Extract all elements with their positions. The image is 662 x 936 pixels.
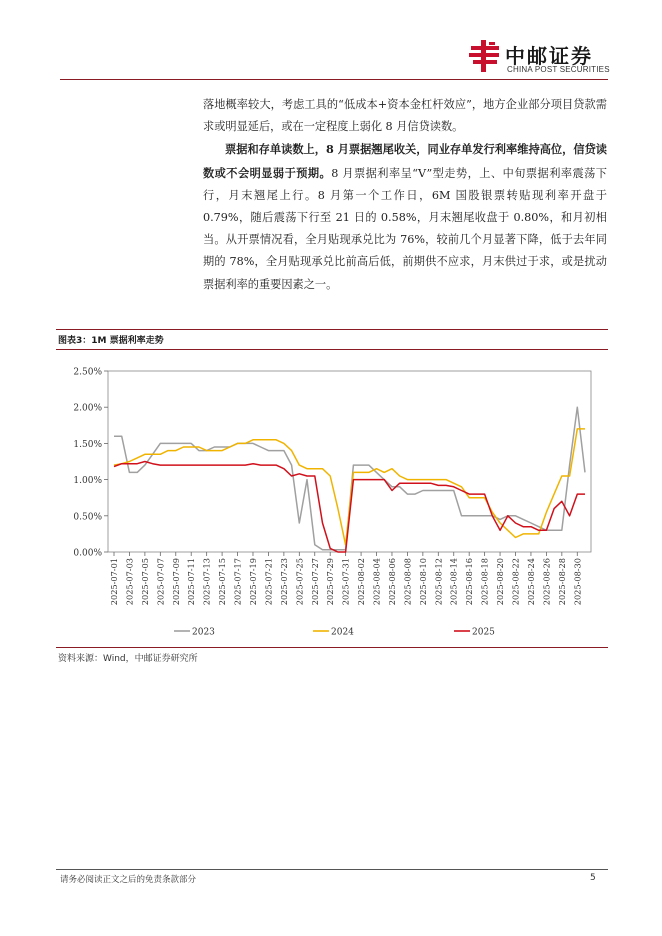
x-tick-label: 2025-08-10 [417,558,428,606]
x-tick-label: 2025-08-24 [525,558,536,606]
y-tick-label: 2.50% [73,367,102,378]
x-tick-label: 2025-07-23 [278,558,289,606]
x-tick-label: 2025-07-07 [155,558,166,606]
x-tick-label: 2025-07-19 [247,558,258,606]
x-tick-label: 2025-08-26 [541,558,552,606]
x-tick-label: 2025-08-06 [386,558,397,606]
logo-english-name: CHINA POST SECURITIES [507,65,610,74]
logo-chinese-name: 中邮证券 [505,44,593,68]
x-tick-label: 2025-08-12 [433,558,444,606]
x-tick-label: 2025-07-29 [325,558,336,606]
figure-source: 资料来源：Wind，中邮证券研究所 [58,654,198,664]
x-tick-label: 2025-07-09 [170,558,181,606]
x-tick-label: 2025-07-17 [232,558,243,606]
series-line-2024 [114,429,585,545]
legend-label-2024: 2024 [331,627,354,638]
figure-top-border [56,329,608,330]
legend-label-2023: 2023 [192,627,215,638]
x-tick-label: 2025-07-01 [109,558,119,606]
x-tick-label: 2025-08-08 [402,558,413,606]
paragraph-2-rest: 8 月票据利率呈“V”型走势，上、中旬票据利率震荡下行，月末翘尾上行。8 月第一个工作日，6M 国股银票转贴现利率开盘于 0.79%，随后震荡下行至 21 日的 0.58%，月末翘尾收盘于 0.80%，和月初相当。从开票情况看，全月贴现承兑比为 76%，较前几个月显著下降，低于去年同期的 78%，全月贴现承兑比前高后低，前期供不应求，月末供过于求，或是扰动票据利率的重要因素之一。 [203,166,607,291]
figure-bottom-border [56,647,608,648]
legend-label-2025: 2025 [472,627,495,638]
figure-title-divider [56,349,608,350]
figure-title: 图表3：1M 票据利率走势 [58,336,164,346]
y-tick-label: 2.00% [73,403,102,414]
company-logo [467,38,617,78]
body-text [203,94,607,296]
page-number: 5 [590,873,596,883]
y-tick-label: 1.00% [73,476,102,487]
line-chart [56,355,608,655]
footer-disclaimer-note: 请务必阅读正文之后的免责条款部分 [60,875,197,885]
paragraph-2 [203,138,607,295]
x-tick-label: 2025-07-25 [294,558,305,606]
x-tick-label: 2025-08-18 [479,558,490,606]
china-post-logo-icon [467,38,503,74]
x-tick-label: 2025-07-11 [186,558,197,606]
x-tick-label: 2025-08-22 [510,558,521,606]
x-tick-label: 2025-07-21 [263,558,274,606]
paragraph-2-bold: 票据和存单读数上，8 月票据翘尾收关，同业存单发行利率维持高位，信贷读数或不会明显弱于预期。 [203,142,607,180]
x-tick-label: 2025-08-14 [448,558,459,606]
x-tick-label: 2025-07-15 [217,558,228,606]
x-tick-label: 2025-07-03 [124,558,135,606]
y-tick-label: 1.50% [73,439,102,450]
footer-divider [56,869,608,870]
x-tick-label: 2025-07-05 [139,558,150,606]
x-tick-label: 2025-07-31 [340,558,351,606]
header-divider [60,79,608,80]
x-tick-label: 2025-08-16 [464,558,475,606]
x-tick-label: 2025-08-28 [556,558,567,606]
y-tick-label: 0.00% [73,548,102,559]
x-tick-label: 2025-07-13 [201,558,212,606]
series-line-2023 [114,407,585,550]
x-tick-label: 2025-08-30 [572,558,583,606]
x-tick-label: 2025-07-27 [309,558,320,606]
y-tick-label: 0.50% [73,512,102,523]
x-tick-label: 2025-08-02 [356,558,367,606]
paragraph-1: 落地概率较大，考虑工具的“低成本+资本金杠杆效应”，地方企业部分项目贷款需求或明显延后，或在一定程度上弱化 8 月信贷读数。 [203,98,607,134]
x-tick-label: 2025-08-20 [495,558,506,606]
x-tick-label: 2025-08-04 [371,558,382,606]
